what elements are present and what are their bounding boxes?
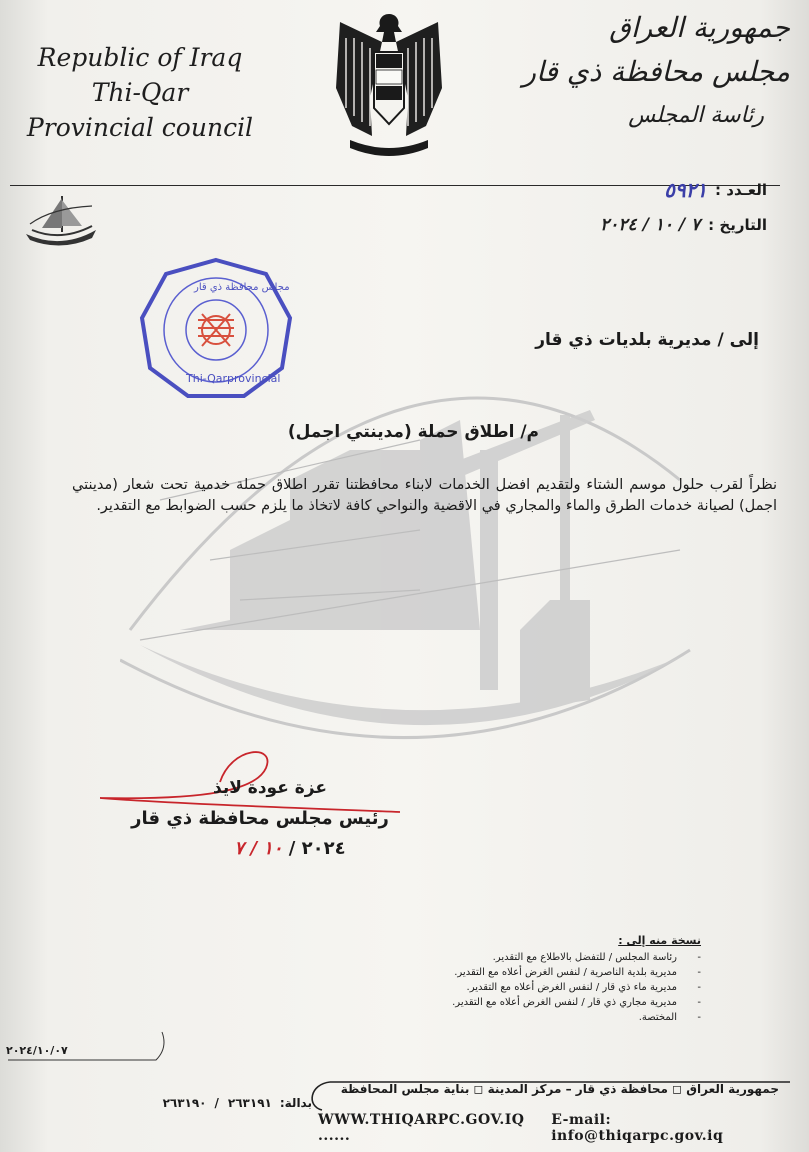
council-name-en: Provincial council [26,113,254,142]
province-name-en: Thi-Qar [91,78,189,107]
date-value: ٧ / ١٠ / ٢٠٢٤ [600,215,701,235]
footer-address: جمهورية العراق ◻ محافظة ذي قار – مركز المدينة ◻ بناية مجلس المحافظة [340,1082,779,1096]
footer-phone-label: بدالة: [279,1096,312,1110]
iraq-eagle-emblem [332,8,446,158]
footer-email-link[interactable]: E-mail: info@thiqarpc.gov.iq [551,1112,724,1144]
footer-phone-2: ٢٦٣١٩٠ [162,1096,207,1110]
council-stamp [136,256,296,404]
stamp-text-ar: مجلس محافظة ذي قار [194,282,290,293]
footer-phone-1: ٢٦٣١٩١ [227,1096,272,1110]
council-name-ar: مجلس محافظة ذي قار [522,55,790,88]
presidency-name-ar: رئاسة المجلس [628,103,764,128]
copies-list-item: - المختصة. [373,1010,703,1025]
stamp-text-en: Thi-Qarprovincial [186,372,281,385]
signatory-title: رئيس مجلس محافظة ذي قار [131,808,389,829]
copies-list-item: - مديرية بلدية الناصرية / لنفس الغرض أعلاه مع التقدير. [373,965,703,980]
country-name-en: Republic of Iraq [37,43,243,72]
signature-date-handwritten: ١٠ / ٧ [234,838,283,859]
council-boat-logo [22,190,100,248]
copies-list-item: - مديرية مجاري ذي قار / لنفس الغرض أعلاه مع التقدير. [373,995,703,1010]
copies-list-item: - رئاسة المجلس / للتفضل بالاطلاع مع التقدير. [373,950,703,965]
arabic-header [520,6,790,138]
signature-date-printed: ٢٠٢٤ / [288,838,346,859]
signature-date [200,838,380,859]
subject-line: م/ اطلاق حملة (مدينتي اجمل) [287,422,539,442]
date-label: التاريخ : [708,216,767,234]
english-header [20,40,260,145]
copies-list [373,950,703,1025]
copies-title: نسخة منه إلى : [618,934,701,947]
footer-contact-row [318,1112,778,1144]
country-name-ar: جمهورية العراق [609,11,790,44]
footer-website-link[interactable]: WWW.THIQARPC.GOV.IQ ...... [318,1112,525,1144]
letter-body: نظراً لقرب حلول موسم الشتاء ولتقديم افضل الخدمات لابناء محافظتنا تقرر اطلاق حملة خدمية تحت شعار (مدينتي اجمل) لصيانة خدمات الطرق والماء والمجاري في الاقضية والنواحي كافة لاتخاذ ما يلزم حسب الضوابط مع التقدير. [72,477,777,514]
document-date-underline [6,1028,166,1064]
copies-list-item: - مديرية ماء ذي قار / لنفس الغرض أعلاه مع التقدير. [373,980,703,995]
reference-number-row [664,178,767,202]
signatory-name: عزة عودة لايذ [213,778,327,798]
reference-number-label: العـدد : [715,181,767,199]
document-date: ٢٠٢٤/١٠/٠٧ [6,1044,68,1057]
reference-number-value: ٥٩٢١ [664,178,708,202]
addressee: إلى / مديرية بلديات ذي قار [535,330,759,350]
footer-phone-row: بدالة: ٢٦٣١٩١ / ٢٦٣١٩٠ [162,1096,312,1110]
date-row [600,215,767,235]
